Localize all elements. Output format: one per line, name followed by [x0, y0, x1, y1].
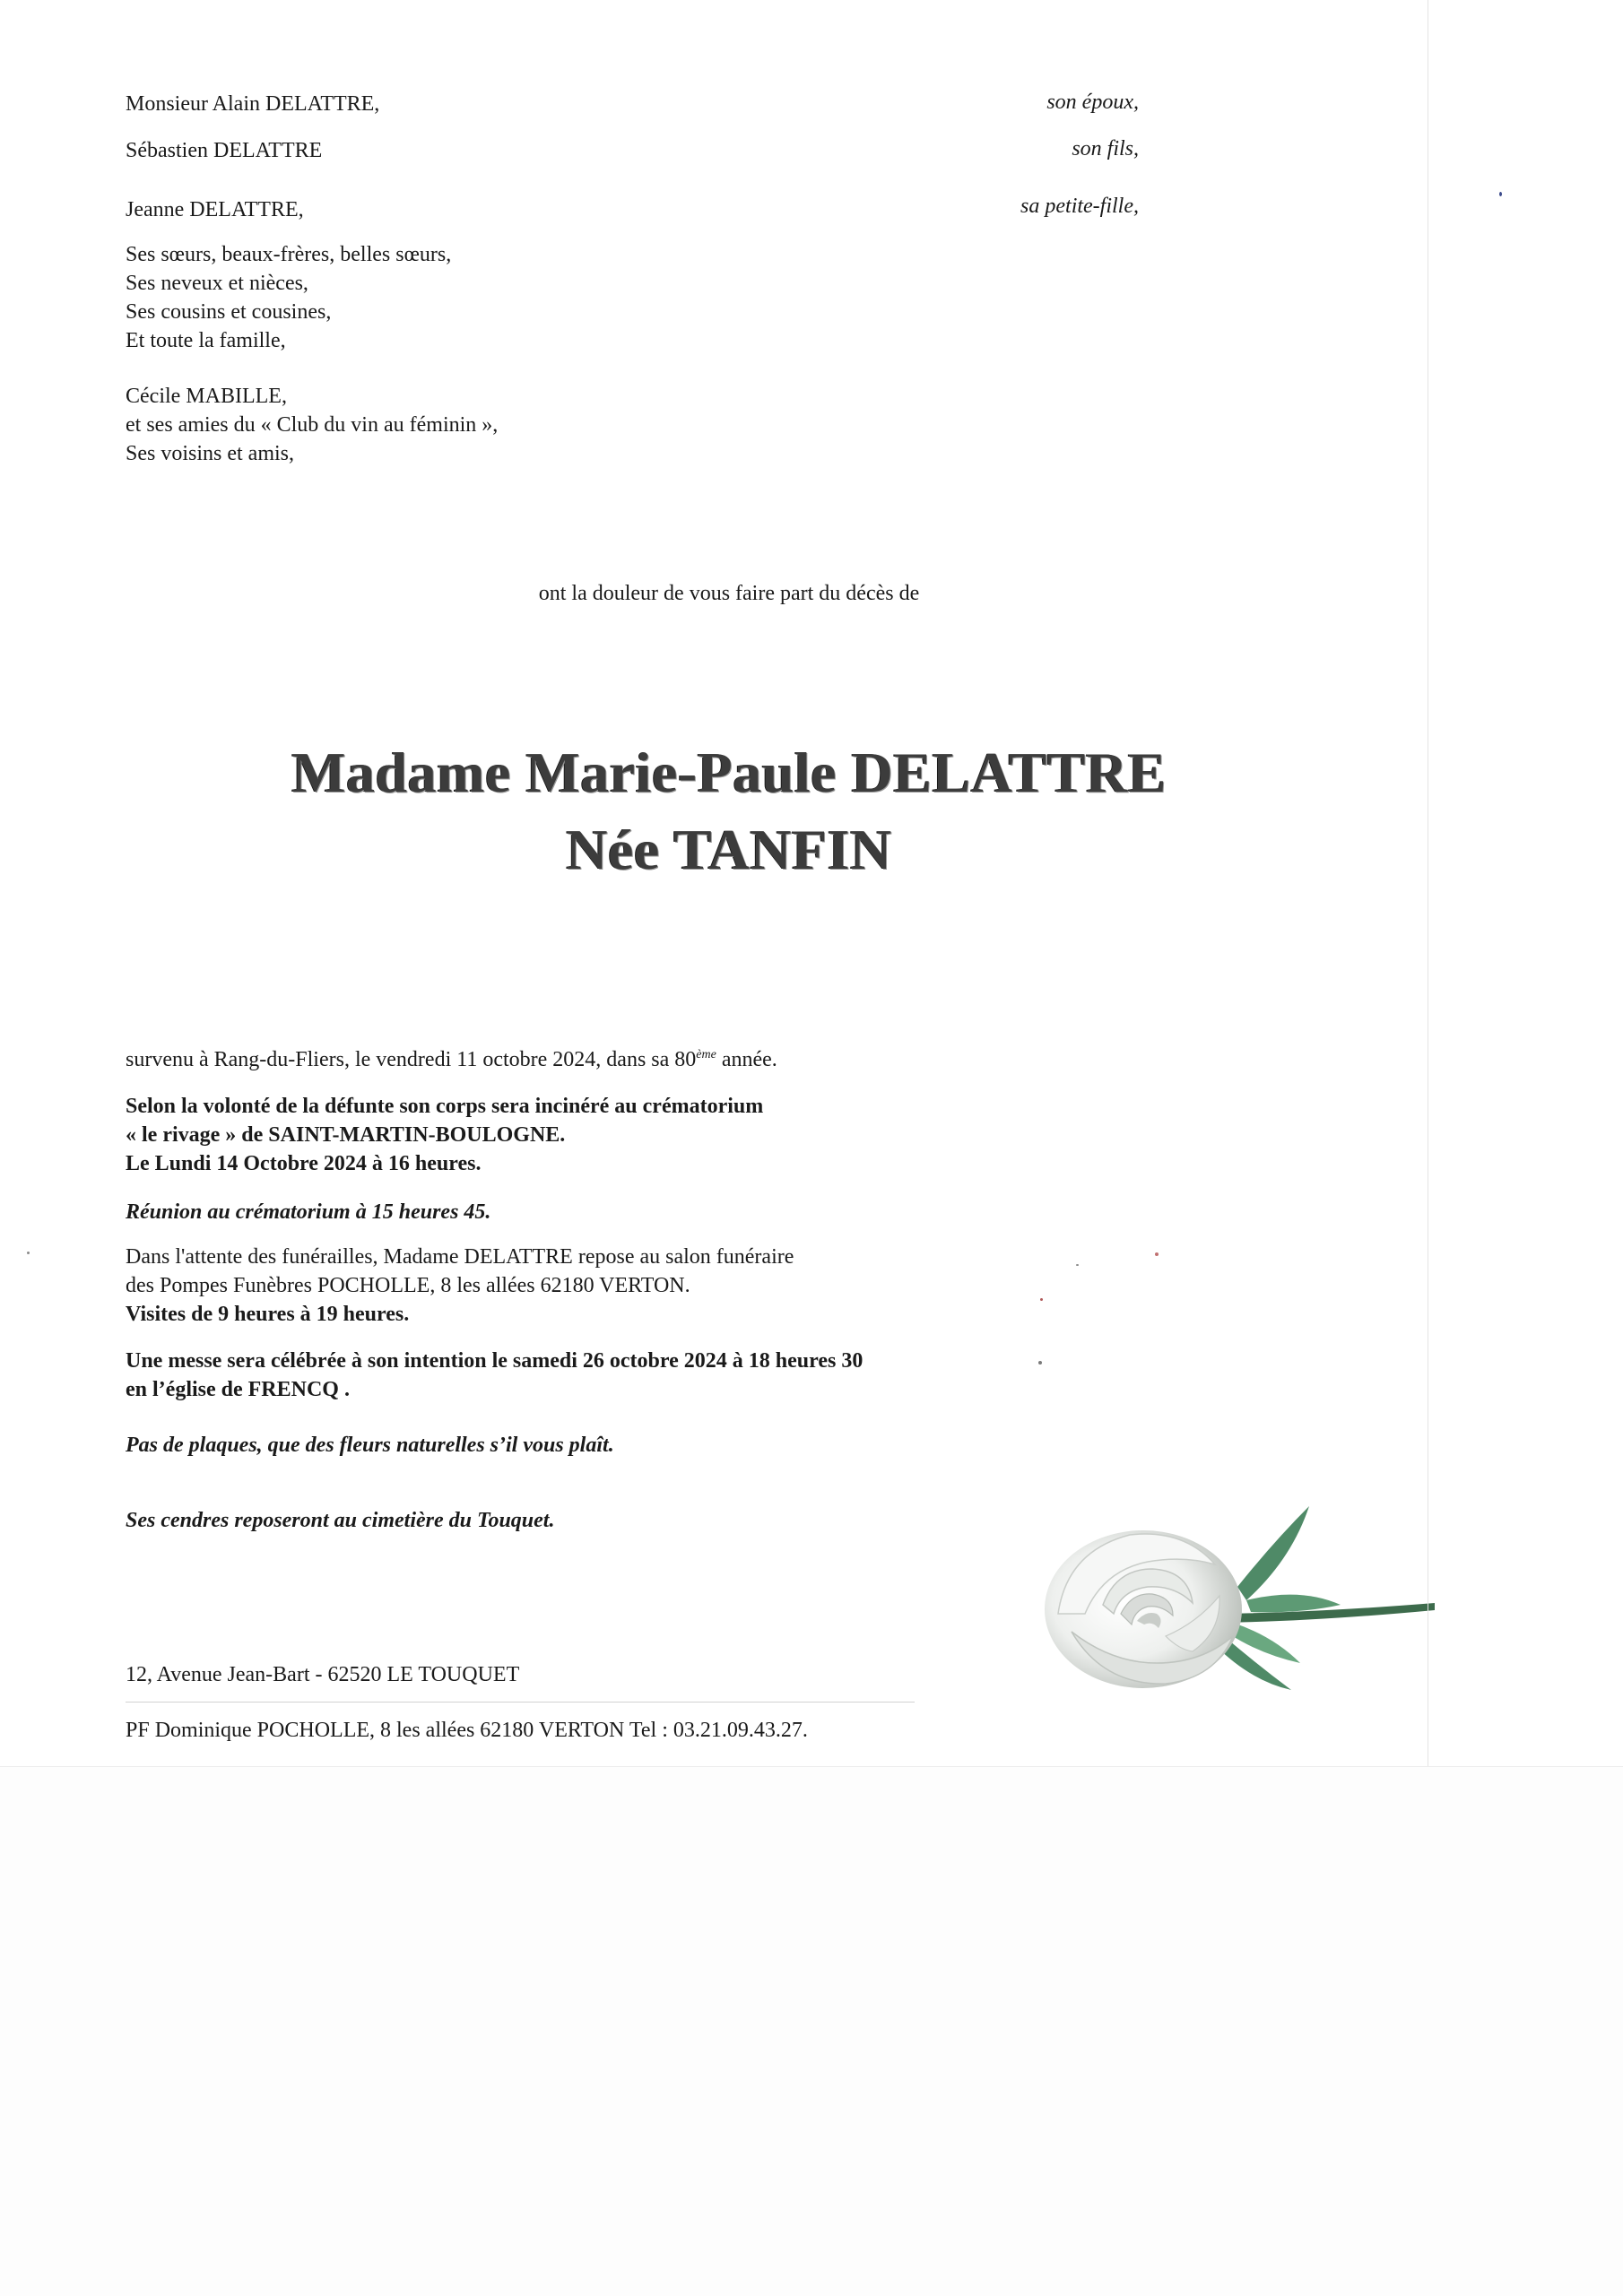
mass-line: en l’église de FRENCQ . [126, 1378, 350, 1401]
footer-divider [126, 1702, 915, 1703]
deceased-maiden-name: Née TANFIN [566, 818, 892, 881]
scan-speck [1040, 1298, 1043, 1301]
extended-family-line: Et toute la famille, [126, 329, 286, 352]
cremation-line: Selon la volonté de la défunte son corps sera incinéré au crématorium [126, 1095, 764, 1118]
family-address: 12, Avenue Jean-Bart - 62520 LE TOUQUET [126, 1663, 520, 1686]
cremation-line: « le rivage » de SAINT-MARTIN-BOULOGNE. [126, 1123, 566, 1147]
meeting-note: Réunion au crématorium à 15 heures 45. [126, 1200, 491, 1224]
friends-line: Ses voisins et amis, [126, 442, 295, 465]
scan-speck [1038, 1361, 1042, 1365]
white-rose-icon [1031, 1479, 1435, 1712]
scan-speck [1076, 1264, 1079, 1266]
cremation-line: Le Lundi 14 Octobre 2024 à 16 heures. [126, 1152, 482, 1175]
son-role: son fils, [1072, 137, 1139, 160]
announcement-intro: ont la douleur de vous faire part du décès de [538, 582, 920, 605]
scan-speck [1499, 192, 1502, 196]
rest-line: Dans l'attente des funérailles, Madame DELATTRE repose au salon funéraire [126, 1245, 794, 1269]
funeral-home-contact: PF Dominique POCHOLLE, 8 les allées 62180 VERTON Tel : 03.21.09.43.27. [126, 1719, 808, 1742]
granddaughter-role: sa petite-fille, [1020, 195, 1139, 218]
husband-name: Monsieur Alain DELATTRE, [126, 92, 380, 116]
visits-line: Visites de 9 heures à 19 heures. [126, 1303, 410, 1326]
rest-line: des Pompes Funèbres POCHOLLE, 8 les allées 62180 VERTON. [126, 1274, 690, 1297]
ashes-note: Ses cendres reposeront au cimetière du Touquet. [126, 1509, 555, 1532]
deceased-name: Madame Marie-Paule DELATTRE [291, 741, 1167, 804]
flowers-note: Pas de plaques, que des fleurs naturelles s’il vous plaît. [126, 1434, 614, 1457]
son-name: Sébastien DELATTRE [126, 139, 323, 162]
granddaughter-name: Jeanne DELATTRE, [126, 198, 304, 221]
friends-line: et ses amies du « Club du vin au féminin », [126, 413, 499, 437]
friends-line: Cécile MABILLE, [126, 385, 287, 408]
death-notice: survenu à Rang-du-Fliers, le vendredi 11 octobre 2024, dans sa 80ème année. [126, 1048, 777, 1071]
scan-speck [1155, 1252, 1159, 1256]
husband-role: son époux, [1046, 91, 1139, 114]
extended-family-line: Ses cousins et cousines, [126, 300, 332, 324]
scan-background [0, 1766, 1623, 2296]
extended-family-line: Ses sœurs, beaux-frères, belles sœurs, [126, 243, 452, 266]
scan-speck [27, 1252, 30, 1254]
extended-family-line: Ses neveux et nièces, [126, 272, 308, 295]
mass-line: Une messe sera célébrée à son intention le samedi 26 octobre 2024 à 18 heures 30 [126, 1349, 864, 1373]
